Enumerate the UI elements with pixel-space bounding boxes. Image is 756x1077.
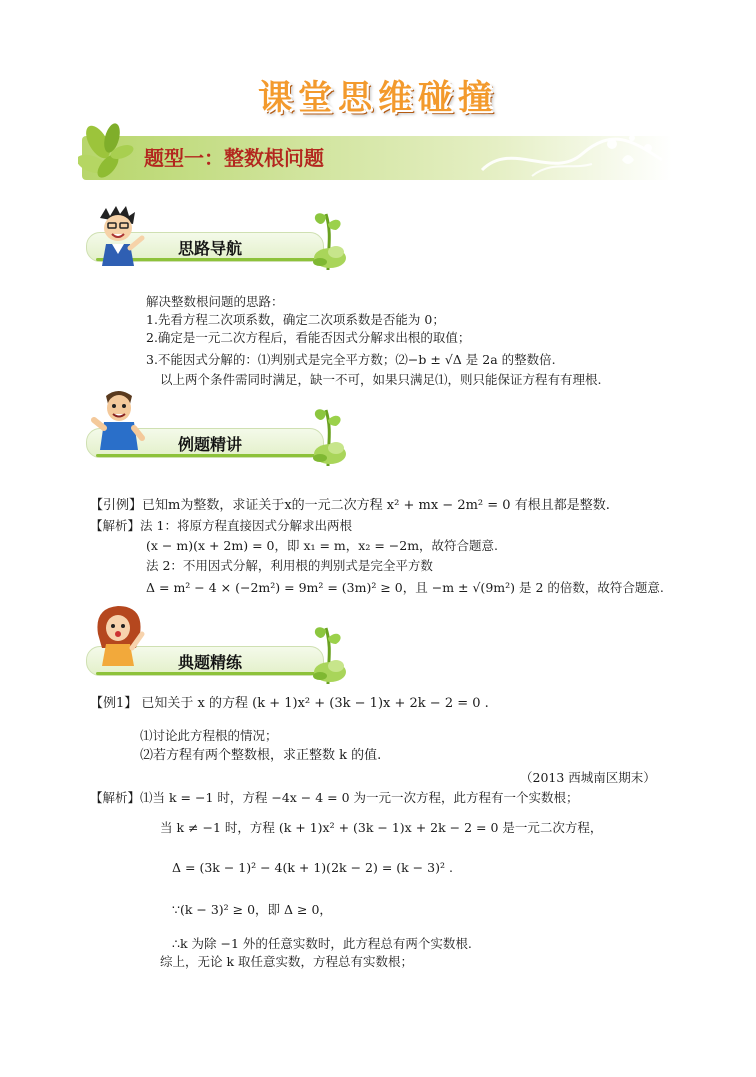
- intro-example-text: 已知m为整数，求证关于x的一元二次方程 x² + mx − 2m² = 0 有根且都是整数.: [142, 498, 610, 513]
- subheader-practice: [86, 618, 354, 682]
- intro-example-tag: 【引例】: [90, 498, 143, 513]
- example1-line6: 综上，无论 k 取任意实数，方程总有实数根；: [160, 954, 414, 969]
- example1-text: 已知关于 x 的方程 (k + 1)x² + (3k − 1)x + 2k − 2 = 0 .: [141, 696, 489, 711]
- example1-analysis-line1: [90, 788, 579, 808]
- sprout-icon: [306, 204, 352, 270]
- section-title: 题型一：整数根问题: [144, 146, 324, 170]
- sprout-icon: [306, 618, 352, 684]
- guide-step-1: 1.先看方程二次项系数，确定二次项系数是否能为 0；: [146, 312, 445, 327]
- example1-line1-text: ⑴当 k = −1 时，方程 −4x − 4 = 0 为一元一次方程，此方程有一个实数根；: [140, 790, 579, 805]
- intro-analysis-method1: [90, 516, 352, 536]
- guide-intro: 解决整数根问题的思路：: [146, 294, 284, 309]
- example1-line2: 当 k ≠ −1 时，方程 (k + 1)x² + (3k − 1)x + 2k − 2 = 0 是一元二次方程，: [160, 820, 603, 835]
- example1-source: （2013 西城南区期末）: [520, 770, 656, 785]
- subheader-lecture-label: 例题精讲: [178, 435, 243, 454]
- subheader-guide-label: 思路导航: [178, 239, 243, 258]
- guide-note: 以上两个条件需同时满足，缺一不可，如果只满足⑴，则只能保证方程有有理根.: [160, 372, 602, 387]
- subheader-guide: [86, 204, 354, 268]
- cartoon-girl-icon: [90, 604, 146, 666]
- intro-method1-equation: (x − m)(x + 2m) = 0，即 x₁ = m，x₂ = −2m，故符合题意.: [146, 538, 499, 553]
- sprout-icon: [306, 400, 352, 466]
- intro-example-question: [90, 496, 610, 516]
- cartoon-boy-icon: [90, 204, 146, 266]
- example1-tag: 【例1】: [90, 696, 138, 711]
- cartoon-man-icon: [90, 388, 146, 450]
- example1-question: [90, 694, 489, 714]
- example1-line4: ∵(k − 3)² ≥ 0，即 Δ ≥ 0，: [172, 902, 332, 917]
- intro-method2-equation: Δ = m² − 4 × (−2m²) = 9m² = (3m)² ≥ 0，且 −m ± √(9m²) 是 2 的倍数，故符合题意.: [146, 580, 664, 595]
- example1-analysis-tag: 【解析】: [90, 790, 141, 805]
- intro-method1-text: 法 1：将原方程直接因式分解求出两根: [140, 518, 352, 533]
- page-title-wrap: [0, 70, 756, 118]
- leaves-icon: [78, 120, 148, 190]
- example1-part1: ⑴讨论此方程根的情况；: [140, 728, 278, 743]
- intro-analysis-tag: 【解析】: [90, 518, 141, 533]
- intro-method2: 法 2：不用因式分解，利用根的判别式是完全平方数: [146, 558, 433, 573]
- section-banner: [82, 128, 672, 184]
- guide-step-2: 2.确定是一元二次方程后，看能否因式分解求出根的取值；: [146, 330, 471, 345]
- swirl-ornament-icon: [472, 130, 672, 186]
- example1-line3: Δ = (3k − 1)² − 4(k + 1)(2k − 2) = (k − 3)² .: [172, 860, 453, 875]
- subheader-practice-label: 典题精练: [178, 653, 243, 672]
- page-title: 课堂思维碰撞: [258, 78, 498, 118]
- example1-line5: ∴k 为除 −1 外的任意实数时，此方程总有两个实数根.: [172, 936, 472, 951]
- example1-part2: ⑵若方程有两个整数根，求正整数 k 的值.: [140, 748, 382, 763]
- guide-step-3: 3.不能因式分解的：⑴判别式是完全平方数；⑵−b ± √Δ 是 2a 的整数倍.: [146, 352, 556, 367]
- subheader-lecture: [86, 400, 354, 464]
